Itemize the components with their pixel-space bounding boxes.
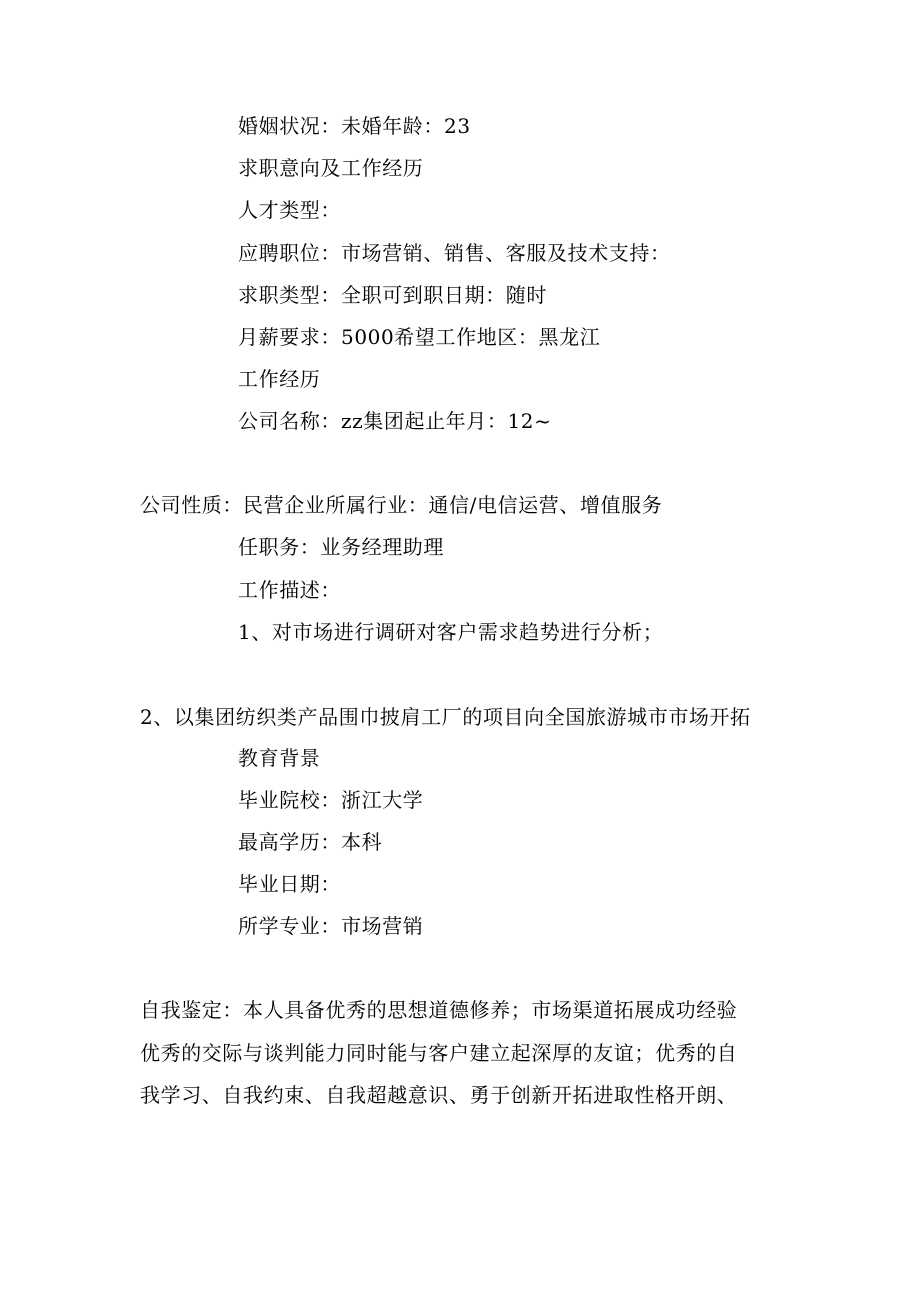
talent-type-line: 人才类型：	[238, 198, 341, 222]
company-name-line: 公司名称：zz集团起止年月：12~	[238, 409, 552, 433]
graduation-date-line: 毕业日期：	[238, 872, 341, 896]
job-type-line: 求职类型：全职可到职日期：随时	[238, 283, 547, 307]
degree-line: 最高学历：本科	[238, 830, 383, 854]
company-nature-line: 公司性质：民营企业所属行业：通信/电信运营、增值服务	[140, 493, 663, 517]
education-heading: 教育背景	[238, 746, 321, 770]
salary-line: 月薪要求：5000希望工作地区：黑龙江	[238, 325, 601, 349]
job-position-line: 任职务：业务经理助理	[238, 535, 444, 559]
section-heading-intent: 求职意向及工作经历	[238, 156, 424, 180]
work-description-item-1: 1、对市场进行调研对客户需求趋势进行分析；	[238, 620, 664, 644]
work-history-heading: 工作经历	[238, 367, 321, 391]
work-description-heading: 工作描述：	[238, 578, 341, 602]
work-description-item-2: 2、以集团纺织类产品围巾披肩工厂的项目向全国旅游城市市场开拓	[140, 705, 751, 729]
position-applied-line: 应聘职位：市场营销、销售、客服及技术支持：	[238, 241, 671, 265]
self-evaluation-line-2: 优秀的交际与谈判能力同时能与客户建立起深厚的友谊；优秀的自	[140, 1041, 738, 1065]
school-line: 毕业院校：浙江大学	[238, 788, 424, 812]
major-line: 所学专业：市场营销	[238, 914, 424, 938]
marital-status-line: 婚姻状况：未婚年龄：23	[238, 114, 471, 138]
self-evaluation-line-1: 自我鉴定：本人具备优秀的思想道德修养；市场渠道拓展成功经验	[140, 998, 738, 1022]
self-evaluation-line-3: 我学习、自我约束、自我超越意识、勇于创新开拓进取性格开朗、	[140, 1083, 738, 1107]
